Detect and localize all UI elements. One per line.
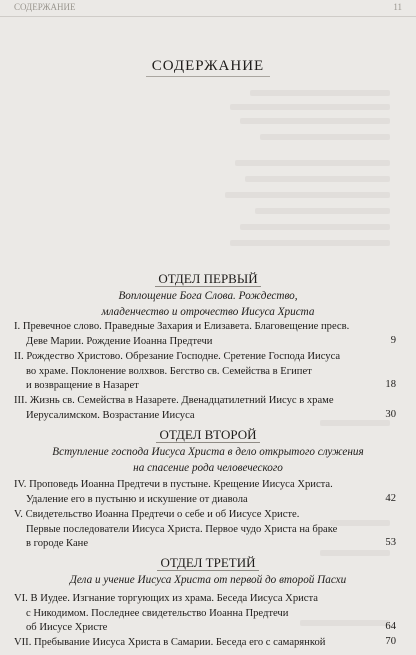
section-subtitle: Воплощение Бога Слова. Рождество, младенчество и отрочество Иисуса Христа	[101, 290, 315, 318]
toc-page-number: 70	[385, 636, 396, 647]
toc-entry[interactable]: II. Рождество Христово. Обрезание Господне. Сретение Господа Иисуса во храме. Поклонение волхвов. Бегство св. Семейства в Египет и возвращение в Назарет	[14, 351, 341, 391]
toc-page-number: 42	[385, 493, 396, 504]
section-heading: ОТДЕЛ ВТОРОЙ	[0, 427, 416, 443]
section-subtitle: Вступление господа Иисуса Христа в дело открытого служения на спасение рода человеческого	[52, 446, 364, 474]
running-header-left: СОДЕРЖАНИЕ	[14, 2, 76, 12]
toc-entry[interactable]: I. Превечное слово. Праведные Захария и Елизавета. Благовещение пресв. Деве Марии. Рождение Иоанна Предтечи	[14, 321, 350, 347]
section-heading: ОТДЕЛ ПЕРВЫЙ	[0, 271, 416, 287]
toc-entry[interactable]: III. Жизнь св. Семейства в Назарете. Двенадцатилетний Иисус в храме Иерусалимском. Возрастание Иисуса	[14, 395, 334, 421]
toc-entry[interactable]: VI. В Иудее. Изгнание торгующих из храма. Беседа Иисуса Христа с Никодимом. Последнее свидетельство Иоанна Предтечи об Иисусе Христе	[14, 593, 318, 633]
toc-page-number: 64	[385, 621, 396, 632]
section-heading: ОТДЕЛ ТРЕТИЙ	[0, 555, 416, 571]
toc-page-number: 18	[385, 379, 396, 390]
toc-entry[interactable]: VII. Пребывание Иисуса Христа в Самарии. Беседа его с самарянкой	[14, 637, 326, 648]
toc-entry[interactable]: IV. Проповедь Иоанна Предтечи в пустыне. Крещение Иисуса Христа. Удаление его в пустыню и искушение от диавола	[14, 479, 333, 505]
running-header	[0, 0, 416, 17]
toc-page-number: 9	[390, 335, 396, 346]
toc-entry[interactable]: V. Свидетельство Иоанна Предтечи о себе и об Иисусе Христе. Первые последователи Иисуса Христа. Первое чудо Христа на браке в городе Кане	[14, 509, 338, 549]
section-subtitle: Дела и учение Иисуса Христа от первой до второй Пасхи	[69, 574, 347, 586]
running-header-page: 11	[393, 2, 402, 12]
toc-page-number: 53	[385, 537, 396, 548]
toc-page-number: 30	[385, 409, 396, 420]
page-title: СОДЕРЖАНИЕ	[0, 58, 416, 75]
